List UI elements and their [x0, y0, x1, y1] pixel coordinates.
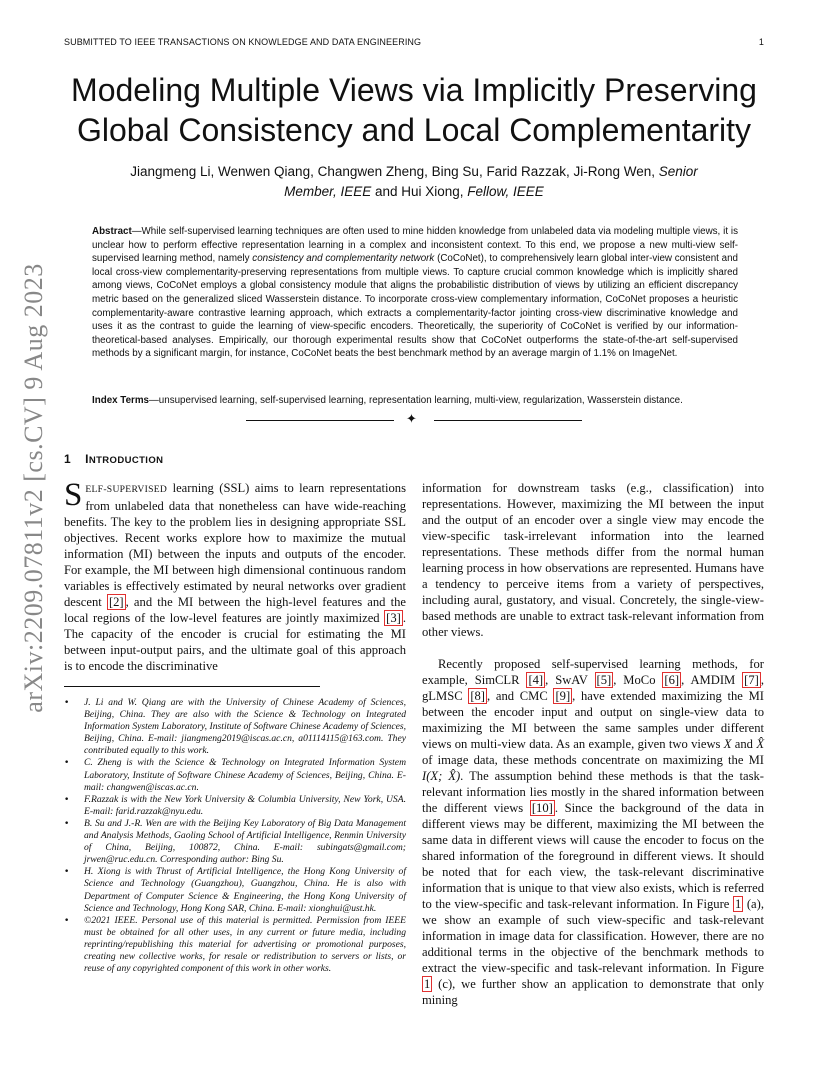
abstract-text: —While self-supervised learning techniques are often used to mine hidden knowledge from unlabeled data via modeling multiple views, it is unclear how to perform effective representation learning in a complex and inconsistent context. To this end, we propose a new multi-view self-supervised learning method, namely — [92, 226, 738, 265]
footnote-item: • C. Zheng is with the Science & Technology on Integrated Information System Laboratory, Institute of Software Chinese Academy of Sciences, Beijing, China. E-mail: changwen@iscas.ac.cn. — [64, 757, 406, 793]
body-text: , AMDIM — [681, 673, 743, 687]
divider-line-right — [434, 420, 582, 421]
citation-link[interactable]: [3] — [386, 611, 401, 625]
footnote-rule — [64, 686, 320, 687]
divider-line-left — [246, 420, 394, 421]
authors-part: Fellow, IEEE — [467, 184, 544, 199]
paragraph — [422, 656, 764, 1008]
section-heading — [64, 452, 163, 466]
body-text: , SwAV — [545, 673, 595, 687]
body-text: , and the MI between the high-level features and the local regions of the low-level features are jointly maximized — [64, 595, 406, 625]
section-number: 1 — [64, 452, 72, 466]
body-text: Recently proposed self-supervised learning methods, for example, SimCLR — [422, 657, 764, 687]
abstract-emphasis: consistency and complementarity network — [252, 253, 435, 265]
abstract — [92, 225, 738, 361]
body-text: learning (SSL) aims to learn representations from unlabeled data that nonetheless can have wide-reaching benefits. The key to the problem lies in designing appropriate SSL objectives. Recent works explore how to maximize the mutual information (MI) between the inputs and outputs of the encoder. For example, the MI between high dimensional continuous random variables is effectively estimated by neural networks over gradient descent — [64, 481, 406, 609]
section-divider — [246, 413, 582, 427]
citation-link[interactable]: [6] — [664, 673, 680, 687]
arxiv-side-stamp — [14, 263, 54, 713]
citation-link[interactable]: [8] — [470, 689, 485, 703]
footnote-item: • H. Xiong is with Thrust of Artificial Intelligence, the Hong Kong University of Science and Technology (Guangzhou), Guangzhou, China. He is also with Department of Computer Science & Engineering, the Hong Kong University of Science and Technology, Hong Kong SAR, China. E-mail: xionghui@ust.hk. — [64, 866, 406, 914]
math-expression: I(X; X̂) — [422, 769, 461, 783]
author-list — [70, 162, 758, 202]
figure-link[interactable]: 1 — [424, 977, 431, 991]
paragraph: information for downstream tasks (e.g., classification) into representations. However, maximizing the MI between the input and the output of an encoder over a single view may encode the view-specific task-irrelevant information into the learned representations. These methods differ from the normal human learning process in how observations are represented. Humans have a tendency to perceive items from a variety of perspectives, including aural, gustatory, and visual. Concretely, the single-view-based methods are unable to extract task-relevant information from other views. — [422, 481, 764, 639]
footnote-item: • F.Razzak is with the New York University & Columbia University, New York, USA. E-mail: farid.razzak@nyu.edu. — [64, 794, 406, 818]
body-text: , gLMSC — [422, 673, 764, 703]
citation-link[interactable]: [5] — [596, 673, 612, 687]
body-text: (c), we further show an application to demonstrate that only mining — [422, 977, 764, 1007]
footnote-item: • ©2021 IEEE. Personal use of this material is permitted. Permission from IEEE must be obtained for all other uses, in any current or future media, including reprinting/republishing this material for advertising or promotional purposes, creating new collective works, for resale or redistribution to servers or lists, or reuse of any copyrighted component of this work in other works. — [64, 915, 406, 975]
footnote-item: • J. Li and W. Qiang are with the University of Chinese Academy of Sciences, Beijing, China. They are also with the Science & Technology on Integrated Information System Laboratory, Institute of Software Chinese Academy of Sciences, Beijing, China. E-mail: jiangmeng2019@iscas.ac.cn, a01114115@163.com. They contributed equally to this work. — [64, 697, 406, 757]
paper-title — [40, 70, 788, 150]
body-text: . The assumption behind these methods is that the task-relevant information lies mostly in the shared information between the different views — [422, 769, 764, 815]
left-column — [64, 477, 406, 674]
abstract-label: Abstract — [92, 226, 132, 237]
footnote-item: • B. Su and J.-R. Wen are with the Beijing Key Laboratory of Big Data Management and Analysis Methods, Gaoling School of Artificial Intelligence, Renmin University of China, Beijing, 100872, China. E-mail: subingats@gmail.com; jrwen@ruc.edu.cn. Corresponding author: Bing Su. — [64, 818, 406, 866]
index-terms-text: —unsupervised learning, self-supervised learning, representation learning, multi-view, regularization, Wasserstein distance. — [149, 395, 683, 406]
arxiv-identifier: arXiv:2209.07811v2 [cs.CV] 9 Aug 2023 — [19, 263, 48, 713]
body-text: , MoCo — [613, 673, 663, 687]
paragraph — [64, 477, 406, 674]
authors-part: Jiangmeng Li, Wenwen Qiang, Changwen Zheng, Bing Su, Farid Razzak, Ji-Rong Wen, — [130, 164, 659, 179]
body-text: and — [731, 737, 757, 751]
journal-name: SUBMITTED TO IEEE TRANSACTIONS ON KNOWLEDGE AND DATA ENGINEERING — [64, 37, 422, 47]
running-header — [64, 37, 764, 51]
authors-part: and Hui Xiong, — [371, 184, 468, 199]
body-text: of image data, these methods concentrate on maximizing the MI — [422, 753, 764, 767]
index-terms-label: Index Terms — [92, 395, 149, 406]
title-line-1: Modeling Multiple Views via Implicitly Preserving — [71, 72, 757, 108]
citation-link[interactable]: [7] — [744, 673, 759, 687]
math-symbol: X̂ — [756, 737, 765, 751]
math-symbol: X — [723, 737, 732, 751]
diamond-star-icon: ✦ — [406, 412, 417, 427]
index-terms — [92, 394, 738, 408]
citation-link[interactable]: [4] — [528, 673, 544, 687]
body-text: , and CMC — [487, 689, 554, 703]
authors-part: Senior — [658, 164, 698, 179]
abstract-text: (CoCoNet), to comprehensively learn global inter-view consistent and local cross-view complementarity-preserving representations from multiple views. To capture crucial common knowledge which is implicitly shared among views, CoCoNet employs a global consistency module that aligns the probabilistic distribution of views by utilizing an efficient discrepancy metric based on the generalized sliced Wasserstein distance. To incorporate cross-view complementary information, CoCoNet proposes a heuristic complementarity-aware contrastive learning approach, which extracts a complementarity-factor jointing cross-view discriminative knowledge and uses it as the contrast to guide the learning of view-specific encoders. Theoretically, the superiority of CoCoNet is verified by our information-theoretical-based analyses. Empirically, our thorough experimental results show that CoCoNet outperforms the state-of-the-art self-supervised methods by a significant margin, for instance, CoCoNet beats the best benchmark method by an average margin of 1.1% on ImageNet. — [92, 253, 738, 360]
figure-link[interactable]: 1 — [734, 897, 742, 911]
title-line-2: Global Consistency and Local Complementarity — [76, 112, 752, 148]
smallcaps-lead: ELF-SUPERVISED — [85, 484, 168, 495]
section-title-rest: NTRODUCTION — [88, 455, 164, 466]
drop-cap: S — [64, 477, 83, 513]
body-text: , have extended maximizing the MI between the encoder input and output on single-view data to maximizing the MI between the same samples under different views on multi-view data. As an example, given two views — [422, 689, 764, 751]
authors-part: Member, IEEE — [284, 184, 372, 199]
right-column — [422, 480, 764, 1008]
citation-link[interactable]: [9] — [555, 689, 571, 703]
page-number: 1 — [758, 37, 764, 47]
section-title-first: I — [85, 452, 89, 466]
body-text: (a), we show an example of such view-specific and task-relevant information in image data for classification. However, there are no additional terms in the objective of the benchmark methods to extract the view-specific and task-relevant information. In Figure — [422, 897, 764, 975]
body-text: . Since the background of the data in different views may be different, maximizing the MI between the same data in different views will cause the encoder to focus on the shared information of the foreground in different views. It should be noted that for each view, the task-relevant discriminative information that is unique to that view also exists, which is referred to the view-specific and task-relevant information. In Figure — [422, 801, 764, 911]
footnotes — [64, 697, 406, 975]
citation-link[interactable]: [10] — [531, 801, 553, 815]
body-text: . The capacity of the encoder is crucial for estimating the MI between input-output pairs, and the ultimate goal of this approach is to encode the discriminative — [64, 611, 406, 673]
citation-link[interactable]: [2] — [108, 595, 124, 609]
